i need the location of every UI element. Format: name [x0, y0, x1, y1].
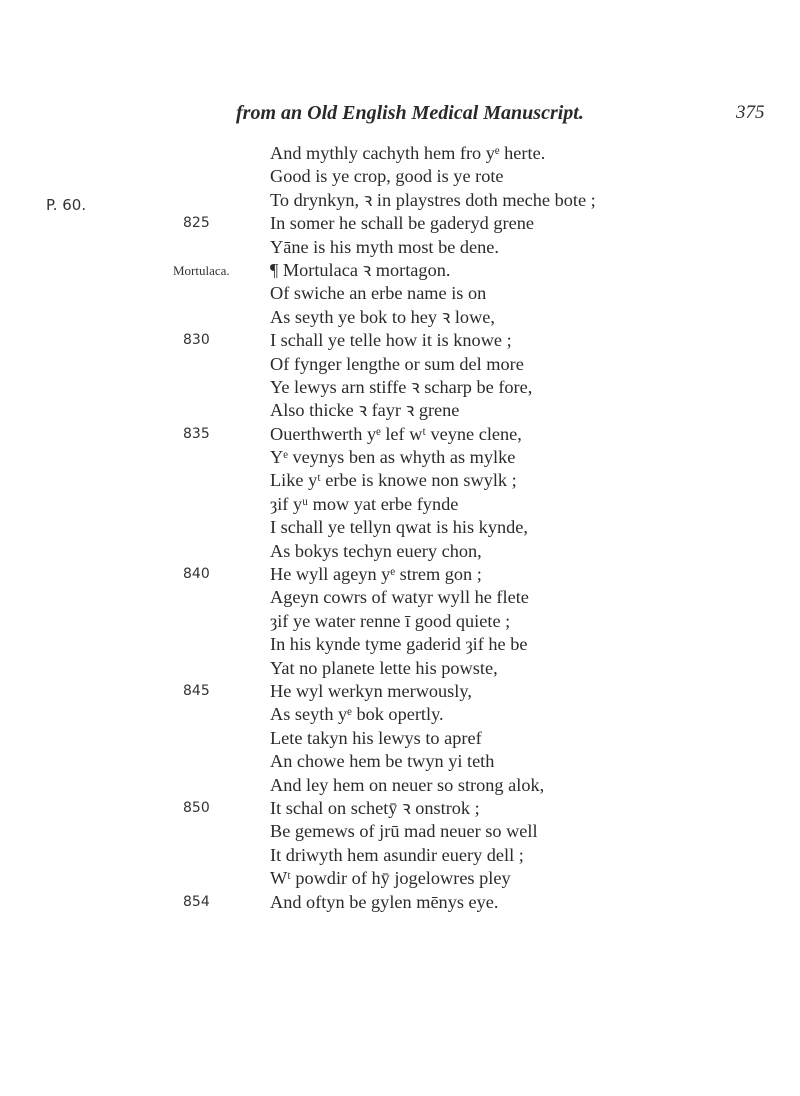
- verse-line: [0, 727, 800, 750]
- verse-line-text: I schall ye tellyn qwat is his kynde,: [270, 517, 528, 538]
- verse-line-text: Lete takyn his lewys to apref: [270, 727, 482, 748]
- verse-line: [0, 540, 800, 563]
- verse-line-text: ȝif ye water renne ī good quiete ;: [270, 610, 511, 631]
- verse-line-text: It driwyth hem asundir euery dell ;: [270, 844, 524, 865]
- line-number: 830: [183, 332, 210, 349]
- verse-line-text: Of fynger lengthe or sum del more: [270, 353, 524, 374]
- verse-line-text: Of swiche an erbe name is on: [270, 283, 487, 304]
- verse-line: [0, 633, 800, 656]
- verse-line: [0, 282, 800, 305]
- running-title: from an Old English Medical Manuscript.: [236, 102, 584, 124]
- verse-line: [0, 189, 800, 212]
- verse-line: [0, 867, 800, 890]
- verse-line: [0, 236, 800, 259]
- verse-line: [0, 423, 800, 446]
- verse-line-text: As seyth ye bok to hey ꝛ lowe,: [270, 306, 495, 327]
- verse-line: [0, 376, 800, 399]
- verse-line: [0, 329, 800, 352]
- page-number: 375: [736, 102, 765, 123]
- line-number: 840: [183, 566, 210, 583]
- verse-line: [0, 142, 800, 165]
- marginal-note: Mortulaca.: [173, 262, 230, 278]
- verse-line: [0, 774, 800, 797]
- manuscript-page-ref: P. 60.: [46, 196, 87, 214]
- verse-line-text: Ageyn cowrs of watyr wyll he flete: [270, 587, 529, 608]
- verse-line-text: Yāne is his myth most be dene.: [270, 236, 499, 257]
- line-number: 850: [183, 799, 210, 816]
- verse-line: [0, 563, 800, 586]
- verse-line-text: Yat no planete lette his powste,: [270, 657, 498, 678]
- verse-line-text: An chowe hem be twyn yi teth: [270, 751, 495, 772]
- verse-line-text: He wyll ageyn yᵉ strem gon ;: [270, 564, 482, 585]
- verse-line-text: Like yᵗ erbe is knowe non swylk ;: [270, 470, 517, 491]
- verse-line-text: To drynkyn, ꝛ in playstres doth meche bote ;: [270, 189, 596, 210]
- verse-line-text: Yᵉ veynys ben as whyth as mylke: [270, 447, 516, 468]
- verse-line-text: Wᵗ powdir of hȳ jogelowres pley: [270, 868, 511, 889]
- verse-line-text: I schall ye telle how it is knowe ;: [270, 330, 512, 351]
- verse-line-text: Ye lewys arn stiffe ꝛ scharp be fore,: [270, 376, 533, 397]
- verse-line: [0, 703, 800, 726]
- verse-line: [0, 797, 800, 820]
- verse-line: [0, 469, 800, 492]
- verse-line-text: And mythly cachyth hem fro yᵉ herte.: [270, 143, 546, 163]
- verse-line-text: In his kynde tyme gaderid ȝif he be: [270, 634, 528, 655]
- line-number: 845: [183, 682, 210, 699]
- verse-line: [0, 610, 800, 633]
- verse-line: [0, 844, 800, 867]
- verse-line: [0, 259, 800, 282]
- verse-line: [0, 750, 800, 773]
- verse-line-text: Also thicke ꝛ fayr ꝛ grene: [270, 400, 460, 421]
- verse-line: [0, 306, 800, 329]
- verse-text-block: [0, 142, 800, 914]
- verse-line: [0, 212, 800, 235]
- verse-line: [0, 657, 800, 680]
- verse-line: [0, 399, 800, 422]
- line-number: 835: [183, 425, 210, 442]
- verse-line-text: And oftyn be gylen mēnys eye.: [270, 891, 499, 912]
- verse-line-text: Good is ye crop, good is ye rote: [270, 166, 504, 187]
- verse-line-text: Ouerthwerth yᵉ lef wᵗ veyne clene,: [270, 423, 522, 444]
- verse-line-text: In somer he schall be gaderyd grene: [270, 213, 534, 234]
- line-number: 854: [183, 893, 210, 910]
- verse-line-text: Be gemews of jrū mad neuer so well: [270, 821, 538, 842]
- verse-line-text: As seyth yᵉ bok opertly.: [270, 704, 444, 725]
- running-header: [0, 102, 800, 132]
- verse-line: [0, 820, 800, 843]
- verse-line: [0, 586, 800, 609]
- verse-line: [0, 891, 800, 914]
- verse-line-text: It schal on schetȳ ꝛ onstrok ;: [270, 797, 480, 818]
- verse-line: [0, 446, 800, 469]
- verse-line: [0, 516, 800, 539]
- verse-line-text: ¶ Mortulaca ꝛ mortagon.: [270, 259, 451, 280]
- line-number: 825: [183, 215, 210, 232]
- verse-line-text: And ley hem on neuer so strong alok,: [270, 774, 545, 795]
- verse-line: [0, 680, 800, 703]
- verse-line: [0, 493, 800, 516]
- verse-line: [0, 353, 800, 376]
- verse-line-text: ȝif yᵘ mow yat erbe fynde: [270, 493, 459, 514]
- verse-line-text: He wyl werkyn merwously,: [270, 680, 472, 701]
- verse-line: [0, 165, 800, 188]
- verse-line-text: As bokys techyn euery chon,: [270, 540, 482, 561]
